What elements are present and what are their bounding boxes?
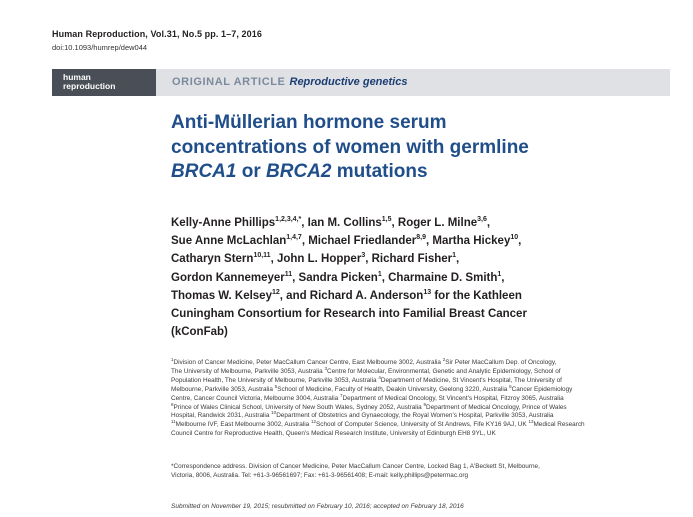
affil-line-1: $^1$Division of Cancer Medicine, Peter MacCallum Cancer Centre, East Melbourne 3002, Australia $^2$Sir Peter MacCallum Dep. of Oncology, [171, 356, 557, 366]
affiliations [171, 356, 681, 439]
gene-brca2: BRCA2 [266, 161, 332, 182]
affil-line-5: Centre, Cancer Council Victoria, Melbourne 3004, Australia $^7$Department of Medical Oncology, St Vincent's Hospital, Fitzroy 3065, Australia [171, 392, 564, 402]
author-line-4: Gordon Kannemeyer$^{11}$, Sandra Picken$^1$, Charmaine D. Smith$^1$, [171, 270, 505, 284]
correspondence-line-2: Victoria, 8006, Australia. Tel: +61-3-96561697; Fax: +61-3-96561408; E-mail: kelly.phillips@petermac.org [171, 471, 469, 479]
author-line-1: Kelly-Anne Phillips$^{1,2,3,4,*}$, Ian M. Collins$^{1,5}$, Roger L. Milne$^{3,6}$, [171, 216, 491, 229]
journal-logo [52, 69, 156, 96]
affil-line-7: Hospital, Randwick 2031, Australia $^{10}$Department of Obstetrics and Gynaecology, the Royal Women's Hospital, Parkville 3053, Australia [171, 410, 554, 420]
logo-line-2: reproduction [63, 81, 116, 91]
title-line-2: concentrations of women with germline [171, 136, 529, 158]
title-line-1: Anti-Müllerian hormone serum [171, 112, 447, 133]
doi: doi:10.1093/humrep/dew044 [52, 43, 148, 52]
article-kind: ORIGINAL ARTICLE [172, 76, 286, 88]
title-line-3: BRCA1 or BRCA2 mutations [171, 161, 428, 182]
author-line-2: Sue Anne McLachlan$^{1,4,7}$, Michael Friedlander$^{8,9}$, Martha Hickey$^{10}$, [171, 234, 522, 248]
affil-line-4: Melbourne, Parkville 3053, Australia $^5$School of Medicine, Faculty of Health, Deakin University, Geelong 3220, Australia $^6$Cancer Epidemiology [171, 383, 573, 393]
author-line-3: Catharyn Stern$^{10,11}$, John L. Hopper$^3$, Richard Fisher$^1$, [171, 252, 460, 266]
author-line-5: Thomas W. Kelsey$^{12}$, and Richard A. Anderson$^{13}$ for the Kathleen [171, 288, 522, 302]
affil-line-8: $^{11}$Melbourne IVF, East Melbourne 3002, Australia $^{12}$School of Computer Science, University of St Andrews, Fife KY16 9AJ, UK $^{13}$Medical Research [171, 419, 585, 429]
affil-line-6: $^8$Prince of Wales Clinical School, University of New South Wales, Sydney 2052, Australia $^9$Department of Medical Oncology, Prince of Wales [171, 401, 567, 411]
author-line-7: (kConFab) [171, 326, 228, 339]
gene-brca1: BRCA1 [171, 161, 237, 182]
submission-dates: Submitted on November 19, 2015; resubmitted on February 10, 2016; accepted on February 18, 2016 [171, 503, 464, 510]
article-subject: Reproductive genetics [289, 76, 408, 88]
correspondence-line-1: *Correspondence address. Division of Cancer Medicine, Peter MacCallum Cancer Centre, Locked Bag 1, A'Beckett St, Melbourne, [171, 463, 540, 470]
affil-line-9: Council Centre for Reproductive Health, Queen's Medical Research Institute, University of Edinburgh EH8 9YL, UK [171, 430, 496, 438]
journal-citation: Human Reproduction, Vol.31, No.5 pp. 1–7, 2016 [52, 29, 262, 39]
article-title [171, 111, 691, 185]
logo-line-1: human [63, 72, 91, 82]
article-type [172, 75, 407, 89]
correspondence [171, 463, 681, 481]
affil-line-3: Population Health, The University of Melbourne, Parkville 3053, Australia $^4$Department of Medicine, St Vincent's Hospital, The University of [171, 374, 562, 384]
author-line-6: Cuningham Consortium for Research into Familial Breast Cancer [171, 308, 527, 321]
author-list [171, 214, 671, 341]
affil-line-2: The University of Melbourne, Parkville 3053, Australia $^3$Centre for Molecular, Environmental, Genetic and Analytic Epidemiology, School of [171, 365, 561, 375]
